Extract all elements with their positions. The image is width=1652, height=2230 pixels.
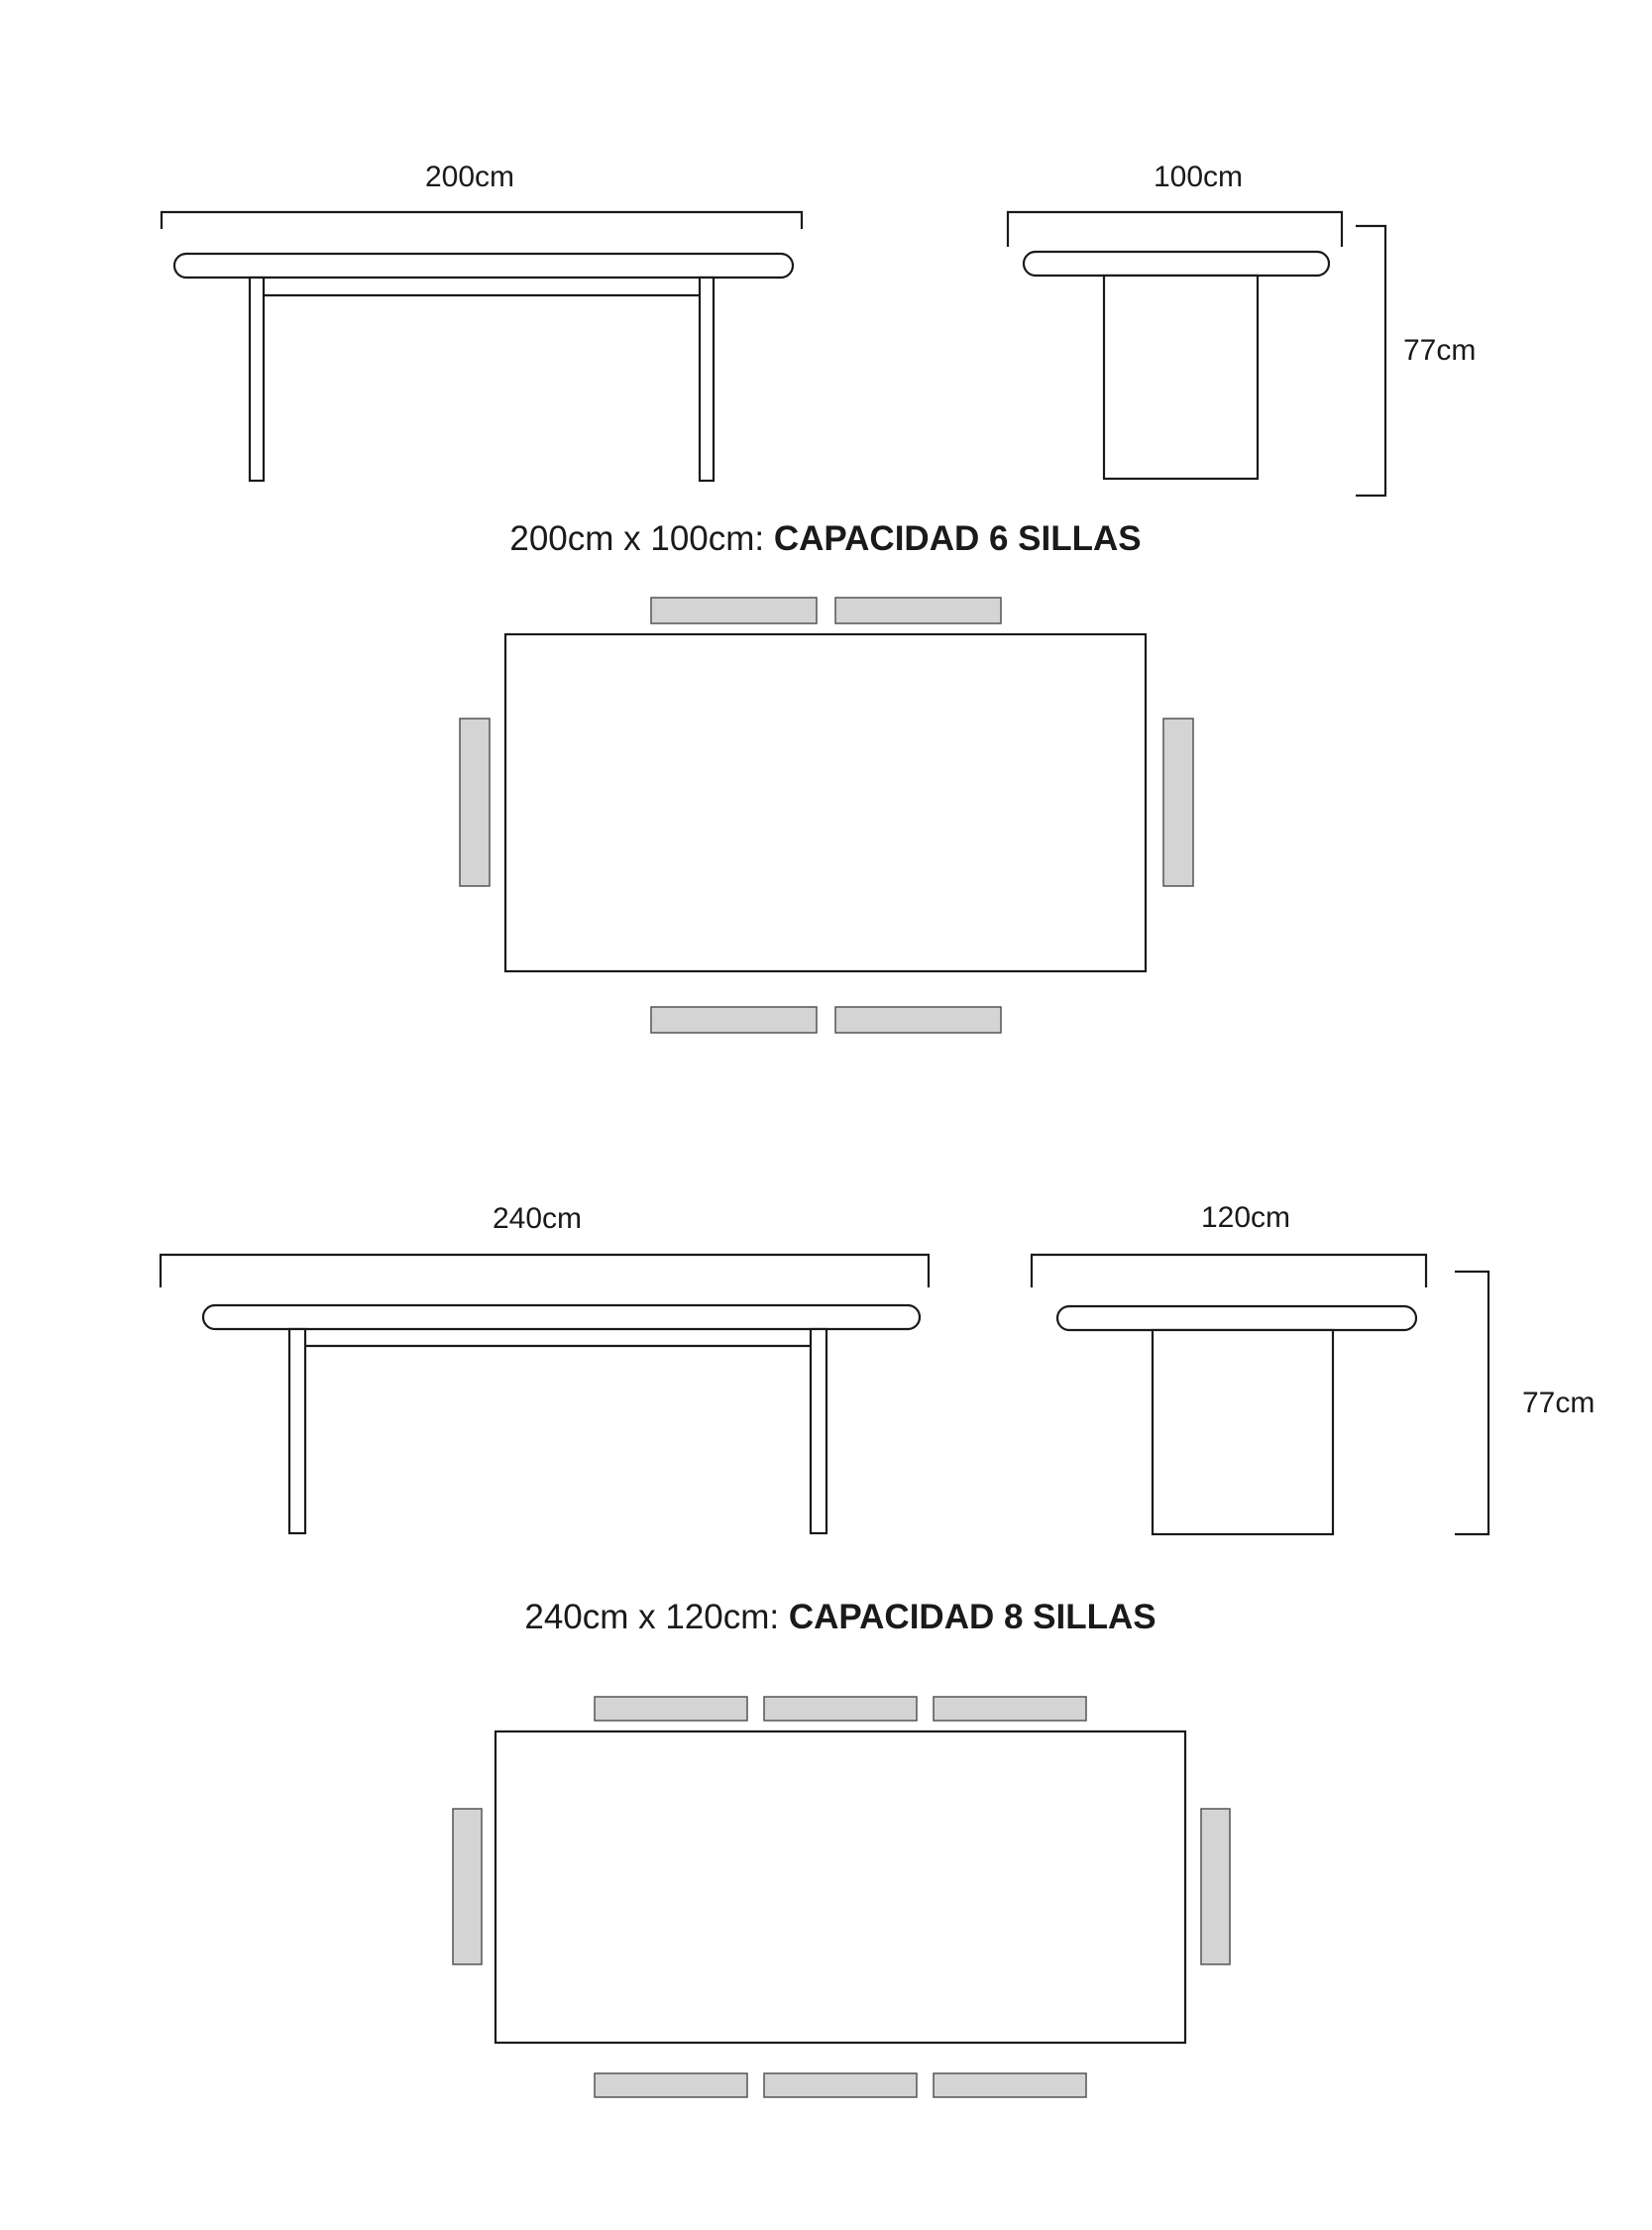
- plan-view-200x100: [460, 598, 1193, 1033]
- table-240x120-group: [161, 1201, 1595, 2097]
- chair-bottom-1: [651, 1007, 817, 1033]
- height-label-77-a: 77cm: [1403, 334, 1477, 367]
- tabletop-side-100: [1024, 252, 1329, 276]
- leg-left-240: [289, 1329, 305, 1533]
- chair-top-1: [595, 1697, 747, 1721]
- tabletop-plan-200x100: [505, 634, 1146, 971]
- height-bracket-77-b: [1455, 1272, 1488, 1534]
- pedestal-side-120: [1153, 1330, 1333, 1534]
- caption-size-240x120: 240cm x 120cm:: [524, 1598, 789, 1636]
- plan-view-240x120: [453, 1697, 1230, 2097]
- chair-bottom-3: [934, 2073, 1086, 2097]
- chair-top-1: [651, 598, 817, 623]
- pedestal-side-100: [1104, 276, 1258, 479]
- caption-size-200x100: 200cm x 100cm:: [509, 519, 774, 558]
- chair-right: [1201, 1809, 1230, 1964]
- width-label-100: 100cm: [1153, 161, 1244, 193]
- leg-left-200: [250, 278, 264, 481]
- caption-capacity-6: CAPACIDAD 6 SILLAS: [773, 519, 1142, 558]
- length-label-200: 200cm: [424, 161, 515, 193]
- capacity-caption-200x100: [509, 519, 1141, 558]
- side-view-100: [1008, 161, 1476, 496]
- tabletop-front-200: [174, 254, 793, 278]
- side-view-120: [1032, 1201, 1595, 1534]
- front-view-200: [162, 161, 802, 481]
- leg-right-200: [700, 278, 714, 481]
- chair-bottom-2: [835, 1007, 1001, 1033]
- tabletop-plan-240x120: [496, 1731, 1185, 2043]
- height-label-77-b: 77cm: [1522, 1387, 1596, 1419]
- chair-top-3: [934, 1697, 1086, 1721]
- table-200x100-group: [162, 161, 1476, 1033]
- chair-left: [460, 719, 490, 886]
- front-view-240: [161, 1202, 929, 1533]
- width-bracket-120: [1032, 1255, 1426, 1287]
- chair-bottom-1: [595, 2073, 747, 2097]
- leg-right-240: [811, 1329, 826, 1533]
- tabletop-side-120: [1057, 1306, 1416, 1330]
- chair-right: [1163, 719, 1193, 886]
- chair-top-2: [835, 598, 1001, 623]
- width-bracket-100: [1008, 212, 1342, 247]
- chair-top-2: [764, 1697, 917, 1721]
- width-label-120: 120cm: [1200, 1201, 1291, 1234]
- chair-bottom-2: [764, 2073, 917, 2097]
- length-bracket-200: [162, 212, 802, 229]
- length-bracket-240: [161, 1255, 929, 1287]
- length-label-240: 240cm: [492, 1202, 583, 1235]
- chair-left: [453, 1809, 482, 1964]
- capacity-caption-240x120: [524, 1598, 1156, 1636]
- height-bracket-77-a: [1356, 226, 1385, 496]
- tabletop-front-240: [203, 1305, 920, 1329]
- caption-capacity-8: CAPACIDAD 8 SILLAS: [788, 1598, 1156, 1636]
